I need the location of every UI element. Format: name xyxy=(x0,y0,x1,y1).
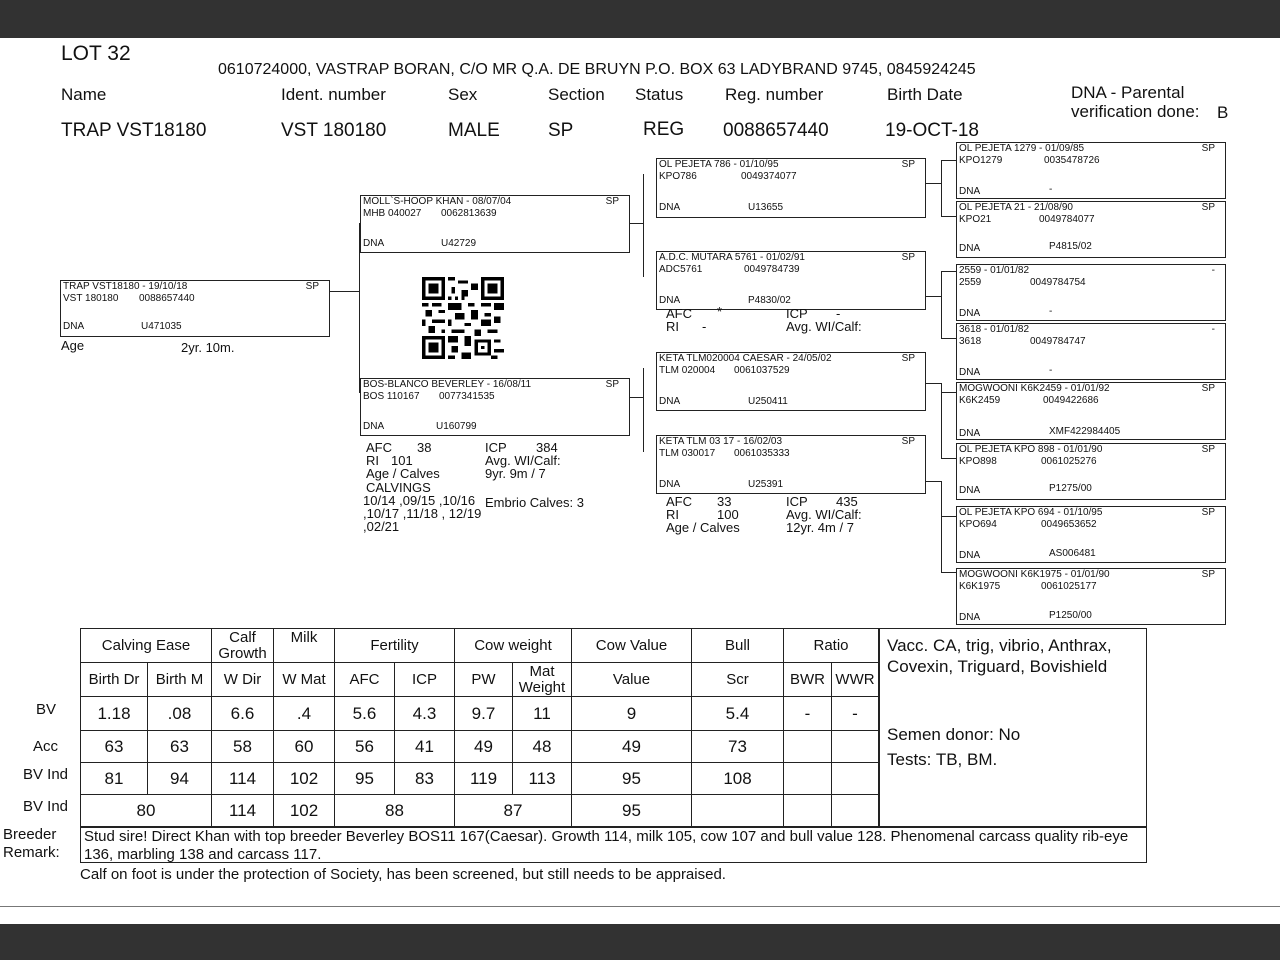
bvind2-cell: 80 xyxy=(81,795,212,827)
row-label-bvind: BV Ind xyxy=(23,766,69,783)
bvind-cell: 83 xyxy=(395,763,455,795)
bv-cell: 4.3 xyxy=(395,697,455,731)
acc-cell: 58 xyxy=(212,731,274,763)
footer-note: Calf on foot is under the protection of Society, has been screened, but still needs to be appraised. xyxy=(80,866,726,883)
dam-dam-icp: 435 xyxy=(836,494,858,509)
bvind-cell: 81 xyxy=(81,763,148,795)
animal-status: REG xyxy=(643,119,685,140)
tests: Tests: TB, BM. xyxy=(887,750,998,769)
group-cow-weight: Cow weight xyxy=(455,629,572,663)
acc-cell: 60 xyxy=(274,731,335,763)
bvind-cell xyxy=(832,763,879,795)
dam-calvings-label: CALVINGS xyxy=(366,480,431,495)
bv-cell: 6.6 xyxy=(212,697,274,731)
dam-age-calves-label: Age / Calves xyxy=(366,466,440,481)
dna-verification-value: B xyxy=(1217,103,1229,122)
bvind-cell: 95 xyxy=(335,763,395,795)
header-birth: Birth Date xyxy=(887,85,963,104)
bv-cell: .08 xyxy=(148,697,212,731)
group-bull: Bull xyxy=(692,629,784,663)
dam-dam-ri-label: RI xyxy=(666,507,679,522)
pedigree-dam-box: BOS-BLANCO BEVERLEY - 16/08/11 SP BOS 110167 0077341535 DNA U160799 xyxy=(360,378,630,436)
sire-dam-ri: - xyxy=(702,319,707,334)
sire-dam-avg-label: Avg. WI/Calf: xyxy=(786,319,862,334)
pedigree-sire-sire-box: OL PEJETA 786 - 01/10/95 SP KPO786 0049374077 DNA U13655 xyxy=(656,158,926,218)
dam-icp-label: ICP xyxy=(485,440,507,455)
bvind-cell: 119 xyxy=(455,763,513,795)
sire-dam-ri-label: RI xyxy=(666,319,679,334)
animal-reg: 0088657440 xyxy=(723,120,829,141)
header-sex: Sex xyxy=(448,85,478,104)
sub-header: PW xyxy=(455,663,513,697)
group-calf-growth: Calf Growth xyxy=(212,629,274,663)
bvind2-cell xyxy=(784,795,832,827)
dam-dam-age-calves-label: Age / Calves xyxy=(666,520,740,535)
breeder-remark-box xyxy=(80,827,1147,863)
sub-header: W Dir xyxy=(212,663,274,697)
dam-dam-afc-label: AFC xyxy=(666,494,692,509)
bvind-cell: 94 xyxy=(148,763,212,795)
dam-age-calves: 9yr. 9m / 7 xyxy=(485,466,546,481)
pedigree-ggp-7-box: OL PEJETA KPO 694 - 01/10/95 SP KPO694 0049653652 DNA AS006481 xyxy=(956,506,1226,563)
qr-code-icon xyxy=(420,277,506,359)
sire-dam-afc-label: AFC xyxy=(666,306,692,321)
pedigree-sire-dam-box: A.D.C. MUTARA 5761 - 01/02/91 SP ADC5761 0049784739 DNA P4830/02 xyxy=(656,251,926,310)
pedigree-ggp-4-box: 3618 - 01/01/82 - 3618 0049784747 DNA - xyxy=(956,323,1226,380)
bvind2-cell xyxy=(832,795,879,827)
viewer-top-bar xyxy=(0,0,1280,38)
sub-header: Birth Dr xyxy=(81,663,148,697)
sub-header: Value xyxy=(572,663,692,697)
bvind2-cell: 114 xyxy=(212,795,274,827)
bvind-cell xyxy=(784,763,832,795)
sub-header: W Mat xyxy=(274,663,335,697)
bv-cell: 1.18 xyxy=(81,697,148,731)
bvind2-cell: 102 xyxy=(274,795,335,827)
animal-name: TRAP VST18180 xyxy=(61,120,207,141)
acc-cell: 49 xyxy=(572,731,692,763)
bvind-cell: 108 xyxy=(692,763,784,795)
sub-header: WWR xyxy=(832,663,879,697)
dam-embrio: Embrio Calves: 3 xyxy=(485,495,584,510)
acc-cell: 49 xyxy=(455,731,513,763)
age-label: Age xyxy=(61,338,85,353)
sub-header: Mat Weight xyxy=(513,663,572,697)
bvind2-cell: 87 xyxy=(455,795,572,827)
pedigree-ggp-3-box: 2559 - 01/01/82 - 2559 0049784754 DNA - xyxy=(956,264,1226,321)
acc-cell: 63 xyxy=(148,731,212,763)
group-cow-value: Cow Value xyxy=(572,629,692,663)
dam-dam-avg-label: Avg. WI/Calf: xyxy=(786,507,862,522)
group-calving-ease: Calving Ease xyxy=(81,629,212,663)
pedigree-ggp-5-box: MOGWOONI K6K2459 - 01/01/92 SP K6K2459 0049422686 DNA XMF422984405 xyxy=(956,382,1226,440)
header-status: Status xyxy=(635,85,684,104)
dam-ri-label: RI xyxy=(366,453,379,468)
dam-ri: 101 xyxy=(391,453,413,468)
pedigree-dam-dam-box: KETA TLM 03 17 - 16/02/03 SP TLM 030017 0061035333 DNA U25391 xyxy=(656,435,926,494)
acc-cell: 63 xyxy=(81,731,148,763)
acc-cell: 56 xyxy=(335,731,395,763)
bvind-cell: 95 xyxy=(572,763,692,795)
dam-afc-label: AFC xyxy=(366,440,392,455)
group-milk: Milk xyxy=(274,629,335,663)
pedigree-dam-sire-box: KETA TLM020004 CAESAR - 24/05/02 SP TLM 020004 0061037529 DNA U250411 xyxy=(656,352,926,411)
acc-cell xyxy=(784,731,832,763)
header-ident: Ident. number xyxy=(281,85,386,104)
dam-dam-age-calves: 12yr. 4m / 7 xyxy=(786,520,854,535)
row-label-bv: BV xyxy=(36,701,57,718)
breeder-remark: Stud sire! Direct Khan with top breeder Beverley BOS11 167(Caesar). Growth 114, milk 105, cow 107 and bull value 128. Phenomenal carcass quality rib-eye 136, marbling 138 and carcass 117. xyxy=(84,828,1129,863)
sire-dam-afc: * xyxy=(717,304,723,319)
acc-cell xyxy=(832,731,879,763)
bvind2-cell xyxy=(692,795,784,827)
bv-cell: .4 xyxy=(274,697,335,731)
bv-cell: - xyxy=(832,697,879,731)
sub-header: BWR xyxy=(784,663,832,697)
dam-afc: 38 xyxy=(417,440,432,455)
sub-header: Birth M xyxy=(148,663,212,697)
acc-cell: 73 xyxy=(692,731,784,763)
semen-donor: Semen donor: No xyxy=(887,725,1021,744)
animal-birth: 19-OCT-18 xyxy=(885,120,979,141)
bv-cell: 9.7 xyxy=(455,697,513,731)
sub-header: Scr xyxy=(692,663,784,697)
row-label-bvind-2: BV Ind xyxy=(23,798,69,815)
dam-dam-ri: 100 xyxy=(717,507,739,522)
bvind2-cell: 88 xyxy=(335,795,455,827)
pedigree-subject-box: TRAP VST18180 - 19/10/18 SP VST 180180 0088657440 DNA U471035 xyxy=(60,280,330,337)
sire-dam-icp: - xyxy=(836,306,841,321)
vaccinations: Vacc. CA, trig, vibrio, Anthrax, Covexin, Triguard, Bovishield xyxy=(887,636,1112,676)
breeder-remark-label: Breeder Remark: xyxy=(3,826,60,861)
dam-dam-afc: 33 xyxy=(717,494,732,509)
bv-cell: 9 xyxy=(572,697,692,731)
pedigree-ggp-2-box: OL PEJETA 21 - 21/08/90 SP KPO21 0049784077 DNA P4815/02 xyxy=(956,201,1226,258)
bvind-cell: 102 xyxy=(274,763,335,795)
animal-section: SP xyxy=(548,120,574,141)
row-label-acc: Acc xyxy=(33,738,59,755)
lot-number: LOT 32 xyxy=(61,42,131,65)
bv-cell: - xyxy=(784,697,832,731)
viewer-bottom-bar xyxy=(0,924,1280,960)
dam-calvings: 10/14 ,09/15 ,10/16 ,10/17 ,11/18 , 12/19 ,02/21 xyxy=(363,493,482,534)
header-dna: DNA - Parental verification done: xyxy=(1071,83,1200,121)
vaccination-panel xyxy=(879,628,1147,827)
bvind2-cell: 95 xyxy=(572,795,692,827)
ebv-table xyxy=(80,628,879,827)
animal-ident: VST 180180 xyxy=(281,120,387,141)
sub-header: ICP xyxy=(395,663,455,697)
sub-header: AFC xyxy=(335,663,395,697)
owner-line: 0610724000, VASTRAP BORAN, C/O MR Q.A. DE BRUYN P.O. BOX 63 LADYBRAND 9745, 0845924245 xyxy=(218,61,976,78)
header-section: Section xyxy=(548,85,605,104)
pedigree-ggp-8-box: MOGWOONI K6K1975 - 01/01/90 SP K6K1975 0061025177 DNA P1250/00 xyxy=(956,568,1226,625)
bv-cell: 5.4 xyxy=(692,697,784,731)
divider xyxy=(0,906,1280,907)
pedigree-ggp-1-box: OL PEJETA 1279 - 01/09/85 SP KPO1279 0035478726 DNA - xyxy=(956,142,1226,199)
group-fertility: Fertility xyxy=(335,629,455,663)
bvind-cell: 114 xyxy=(212,763,274,795)
dam-avg-label: Avg. WI/Calf: xyxy=(485,453,561,468)
pedigree-ggp-6-box: OL PEJETA KPO 898 - 01/01/90 SP KPO898 0061025276 DNA P1275/00 xyxy=(956,443,1226,500)
bvind-cell: 113 xyxy=(513,763,572,795)
dam-icp: 384 xyxy=(536,440,558,455)
bv-cell: 5.6 xyxy=(335,697,395,731)
header-name: Name xyxy=(61,85,107,104)
acc-cell: 48 xyxy=(513,731,572,763)
animal-sex: MALE xyxy=(448,120,500,141)
sire-dam-icp-label: ICP xyxy=(786,306,808,321)
header-reg: Reg. number xyxy=(725,85,824,104)
group-ratio: Ratio xyxy=(784,629,879,663)
age-value: 2yr. 10m. xyxy=(181,340,235,355)
dam-dam-icp-label: ICP xyxy=(786,494,808,509)
bv-cell: 11 xyxy=(513,697,572,731)
acc-cell: 41 xyxy=(395,731,455,763)
pedigree-sire-box: MOLL`S-HOOP KHAN - 08/07/04 SP MHB 040027 0062813639 DNA U42729 xyxy=(360,195,630,253)
